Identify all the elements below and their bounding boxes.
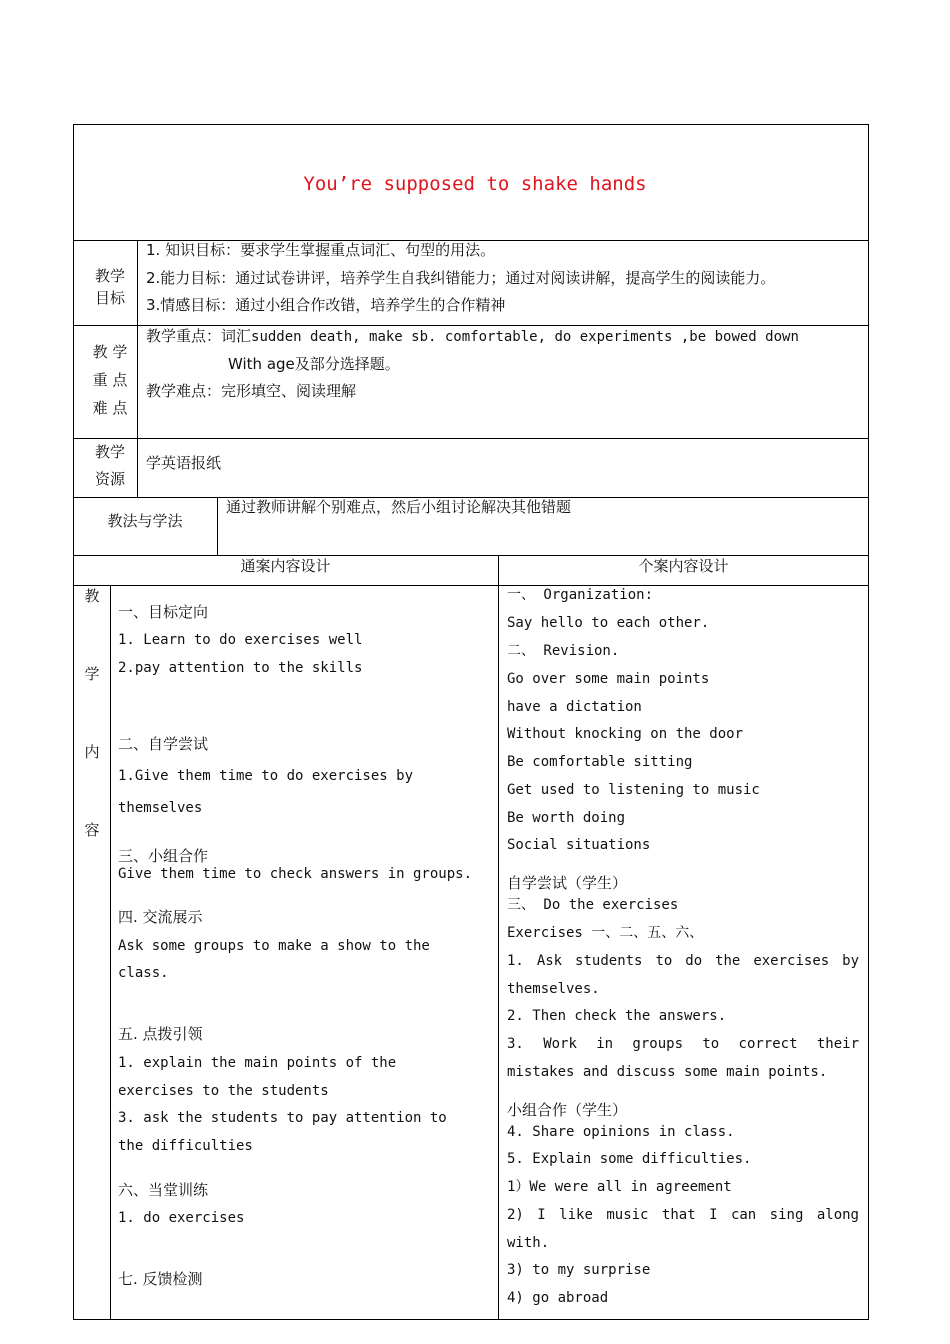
col-divider	[498, 555, 499, 1320]
section-line: 1.Give them time to do exercises by	[118, 768, 414, 784]
right-line: 2) I like music that I can sing along	[507, 1207, 859, 1223]
key-points-label-line: 重 点	[92, 371, 128, 389]
right-line: 4) go abroad	[507, 1290, 609, 1306]
right-subheading: 自学尝试（学生）	[507, 874, 628, 892]
right-line: 5. Explain some difficulties.	[507, 1151, 752, 1167]
right-line: 4. Share opinions in class.	[507, 1124, 735, 1140]
right-line: Social situations	[507, 837, 651, 853]
content-label-char: 学	[84, 665, 100, 683]
right-line: 二、 Revision.	[507, 643, 620, 659]
section-line: class.	[118, 965, 169, 981]
section-line: exercises to the students	[118, 1083, 329, 1099]
section-line: Give them time to check answers in groups.	[118, 866, 473, 882]
right-line: Go over some main points	[507, 671, 710, 687]
section-heading: 七. 反馈检测	[118, 1270, 203, 1288]
section-line: themselves	[118, 800, 203, 816]
row-divider	[73, 585, 869, 586]
resources-label	[80, 439, 140, 493]
key-points-label-line: 教 学	[92, 343, 128, 361]
right-line: with.	[507, 1235, 550, 1251]
objective-item: 1. 知识目标：要求学生掌握重点词汇、句型的用法。	[146, 241, 496, 259]
section-line: 1. explain the main points of the	[118, 1055, 397, 1071]
key-points-vocab: sudden death, make sb. comfortable, do experiments ,be bowed down	[251, 329, 799, 345]
resources-value: 学英语报纸	[146, 454, 222, 472]
content-label-char: 教	[84, 587, 100, 605]
objective-item: 3.情感目标：通过小组合作改错，培养学生的合作精神	[146, 296, 506, 314]
section-line: 3. ask the students to pay attention to	[118, 1110, 447, 1126]
resources-label-line: 资源	[94, 470, 125, 488]
right-line: Without knocking on the door	[507, 726, 744, 742]
right-line: 3. Work in groups to correct their	[507, 1036, 859, 1052]
key-points-prefix: 教学重点：词汇	[146, 327, 252, 345]
key-points-line	[146, 326, 799, 347]
right-line: 1）We were all in agreement	[507, 1179, 732, 1195]
objectives-label-line: 教学	[94, 267, 125, 285]
right-line: themselves.	[507, 981, 600, 997]
section-heading: 六、当堂训练	[118, 1181, 209, 1199]
section-heading: 三、小组合作	[118, 847, 209, 865]
right-line: mistakes and discuss some main points.	[507, 1064, 828, 1080]
section-line: 1. Learn to do exercises well	[118, 632, 363, 648]
page-title: You’re supposed to shake hands	[303, 173, 647, 195]
right-line: 一、 Organization:	[507, 587, 654, 603]
right-line: have a dictation	[507, 699, 642, 715]
objectives-label-line: 目标	[94, 289, 125, 307]
methods-value: 通过教师讲解个别难点，然后小组讨论解决其他错题	[226, 498, 572, 516]
right-column-header: 个案内容设计	[638, 557, 729, 575]
col-divider	[110, 585, 111, 1320]
section-line: Ask some groups to make a show to the	[118, 938, 430, 954]
row-divider	[73, 438, 869, 439]
section-heading: 一、目标定向	[118, 603, 209, 621]
right-line: Exercises 一、二、五、六、	[507, 925, 704, 941]
objectives-label	[80, 265, 140, 309]
right-line: 2. Then check the answers.	[507, 1008, 727, 1024]
difficult-points-line: 教学难点：完形填空、阅读理解	[146, 382, 357, 400]
right-line: Get used to listening to music	[507, 782, 760, 798]
right-line: Be comfortable sitting	[507, 754, 693, 770]
section-heading: 二、自学尝试	[118, 735, 209, 753]
right-line: Be worth doing	[507, 810, 626, 826]
right-line: 3) to my surprise	[507, 1262, 651, 1278]
section-line: 1. do exercises	[118, 1210, 245, 1226]
objective-item: 2.能力目标：通过试卷讲评，培养学生自我纠错能力；通过对阅读讲解，提高学生的阅读能力。	[146, 269, 776, 287]
section-line: the difficulties	[118, 1138, 253, 1154]
methods-label: 教法与学法	[107, 512, 183, 530]
content-label-char: 容	[84, 821, 100, 839]
resources-label-line: 教学	[94, 443, 125, 461]
section-line: 2.pay attention to the skills	[118, 660, 363, 676]
left-column-header: 通案内容设计	[240, 557, 331, 575]
col-divider	[217, 497, 218, 555]
right-line: 三、 Do the exercises	[507, 897, 679, 913]
content-label-char: 内	[84, 743, 100, 761]
key-points-line: With age及部分选择题。	[228, 355, 400, 373]
right-line: Say hello to each other.	[507, 615, 710, 631]
section-heading: 五. 点拨引领	[118, 1025, 203, 1043]
key-points-label-line: 难 点	[92, 399, 128, 417]
section-heading: 四. 交流展示	[118, 908, 203, 926]
right-subheading: 小组合作（学生）	[507, 1101, 628, 1119]
key-points-label	[80, 338, 140, 422]
right-line: 1. Ask students to do the exercises by	[507, 953, 859, 969]
